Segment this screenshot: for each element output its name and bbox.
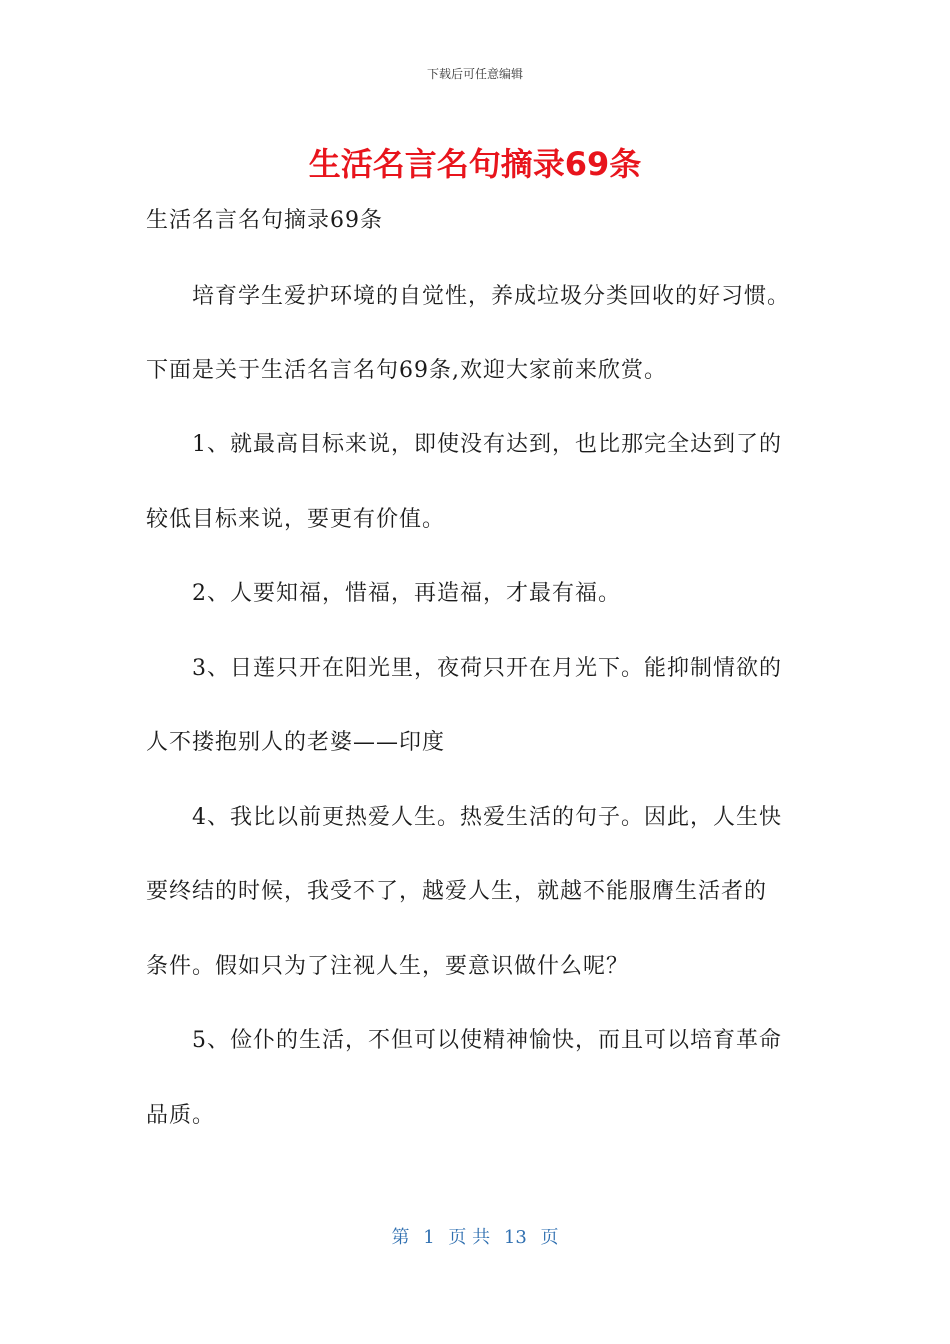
document-title: 生活名言名句摘录69条 [308,145,642,183]
body-line: 较低目标来说，要更有价值。 [146,507,446,532]
body-line: 1、就最高目标来说，即使没有达到，也比那完全达到了的 [146,432,782,457]
body-line: 培育学生爱护环境的自觉性，养成垃圾分类回收的好习惯。 [146,284,791,309]
body-line: 下面是关于生活名言名句69条,欢迎大家前来欣赏。 [146,358,667,383]
body-line: 5、俭仆的生活，不但可以使精神愉快，而且可以培育革命 [146,1028,782,1053]
body-line: 4、我比以前更热爱人生。热爱生活的句子。因此，人生快 [146,805,782,830]
body-line: 人不搂抱别人的老婆——印度 [146,730,446,755]
body-line: 2、人要知福，惜福，再造福，才最有福。 [146,581,621,606]
footer-prefix: 第 [391,1227,410,1248]
body-line: 3、日莲只开在阳光里，夜荷只开在月光下。能抑制情欲的 [146,656,782,681]
body-line: 生活名言名句摘录69条 [146,208,383,233]
header-note: 下载后可任意编辑 [426,67,523,81]
body-line: 要终结的时候，我受不了，越爱人生，就越不能服膺生活者的 [146,879,768,904]
footer-suffix: 页 [540,1227,559,1248]
footer-page-number: 1 [423,1227,435,1248]
footer-total-pages: 13 [503,1227,527,1248]
footer-middle: 页 共 [448,1227,491,1248]
body-line: 条件。假如只为了注视人生，要意识做什么呢？ [146,954,630,979]
body-line: 品质。 [146,1103,216,1128]
page-footer [0,1226,950,1250]
